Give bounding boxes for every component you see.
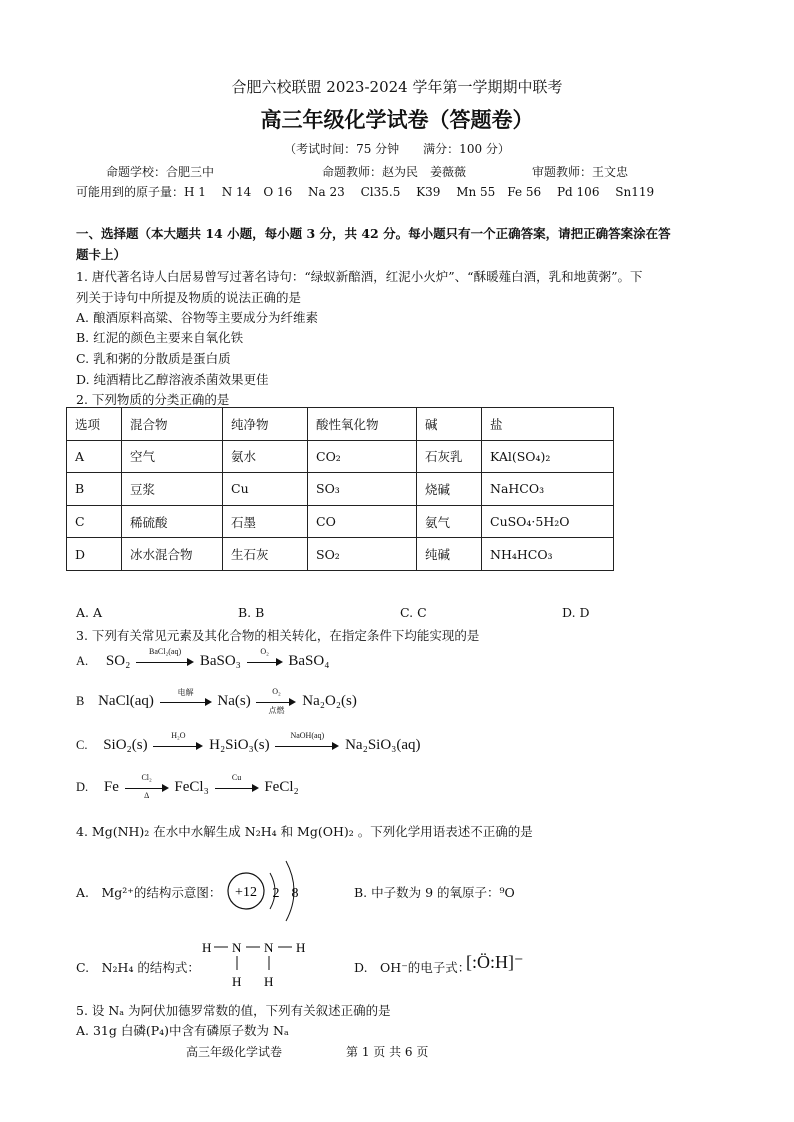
species: BaSO₄ (288, 653, 330, 669)
species: BaSO₃ (199, 653, 241, 669)
table-cell: CO (308, 505, 417, 538)
table-cell: 冰水混合物 (122, 538, 223, 571)
header-cell: 盐 (482, 408, 614, 441)
q3-option-d (76, 772, 299, 800)
reviewer: 审题教师：王文忠 (532, 165, 629, 179)
arrow-condition: Cu (231, 772, 242, 782)
q5-stem: 5. 设 Nₐ 为阿伏加德罗常数的值，下列有关叙述正确的是 (76, 1003, 391, 1018)
q2-option-a: A. A (76, 605, 103, 620)
shell2-count: 8 (291, 886, 299, 901)
table-cell: 氨水 (223, 440, 308, 473)
table-cell: SO₃ (308, 473, 417, 506)
reaction-arrow (136, 646, 194, 667)
table-cell: 纯碱 (417, 538, 482, 571)
shell1-count: 2 (272, 886, 280, 901)
q3-option-c (76, 730, 421, 754)
table-header-row (67, 408, 614, 441)
section-title-cont: 题卡上） (76, 247, 127, 262)
mg-ion-structure-diagram (224, 855, 308, 927)
table-cell: B (67, 473, 122, 506)
header-cell: 纯净物 (223, 408, 308, 441)
arrow-condition: O₂ (260, 646, 269, 656)
arrow-condition: BaCl₂(aq) (149, 646, 182, 656)
arrow-condition: Δ (144, 790, 150, 800)
table-cell: CO₂ (308, 440, 417, 473)
reaction-arrow (153, 730, 203, 751)
species: Na₂SiO₃(aq) (345, 737, 421, 753)
exam-header: 合肥六校联盟 2023-2024 学年第一学期期中联考 (231, 78, 563, 96)
atom: H (264, 974, 274, 989)
atom: H (232, 974, 242, 989)
option-label: D. (76, 780, 89, 794)
classification-table (66, 407, 614, 571)
header-cell: 酸性氧化物 (308, 408, 417, 441)
arrow-condition: Cl₂ (141, 772, 152, 782)
reaction-arrow (247, 646, 283, 667)
table-row (67, 538, 614, 571)
footer-title: 高三年级化学试卷 (186, 1045, 283, 1059)
table-cell: A (67, 440, 122, 473)
arrow-condition: H₂O (171, 730, 186, 740)
q4-option-b: B. 中子数为 9 的氧原子：⁹O (354, 885, 515, 900)
species: SiO₂(s) (103, 737, 148, 753)
reaction-arrow (275, 730, 339, 751)
species: NaCl(aq) (98, 693, 154, 709)
time-score: （考试时间：75 分钟 满分：100 分） (284, 142, 510, 156)
q1-option-c: C. 乳和粥的分散质是蛋白质 (76, 351, 231, 366)
q2-option-d: D. D (562, 605, 590, 620)
table-row (67, 440, 614, 473)
arrow-condition: O₂ (272, 686, 281, 696)
atom: N (264, 940, 274, 955)
q4-option-a: A. Mg²⁺的结构示意图： (76, 885, 222, 900)
option-label: C. (76, 738, 88, 752)
table-cell: 生石灰 (223, 538, 308, 571)
species: Fe (103, 779, 119, 795)
table-cell: 空气 (122, 440, 223, 473)
table-cell: KAl(SO₄)₂ (482, 440, 614, 473)
q1-option-d: D. 纯酒精比乙醇溶液杀菌效果更佳 (76, 372, 269, 387)
table-cell: C (67, 505, 122, 538)
q1-option-a: A. 酿酒原料高粱、谷物等主要成分为纤维素 (76, 310, 318, 325)
table-cell: 石墨 (223, 505, 308, 538)
header-cell: 选项 (67, 408, 122, 441)
table-cell: 烧碱 (417, 473, 482, 506)
reaction-arrow (215, 772, 259, 793)
species: FeCl₃ (174, 779, 209, 795)
header-cell: 混合物 (122, 408, 223, 441)
table-cell: NH₄HCO₃ (482, 538, 614, 571)
page-number: 第 1 页 共 6 页 (346, 1045, 429, 1059)
q3-option-b (76, 686, 357, 715)
q4-option-c: C. N₂H₄ 的结构式： (76, 960, 200, 975)
species: Na(s) (217, 693, 251, 709)
q4-stem: 4. Mg(NH)₂ 在水中水解生成 N₂H₄ 和 Mg(OH)₂ 。下列化学用语表述不正确的是 (76, 824, 533, 839)
arrow-condition: NaOH(aq) (290, 730, 325, 740)
q1-stem: 1. 唐代著名诗人白居易曾写过著名诗句：“绿蚁新醅酒，红泥小火炉”、“酥暖薤白酒，乳和地黄粥”。下 (76, 269, 643, 284)
school: 命题学校：合肥三中 (106, 165, 215, 179)
q4-option-d: D. OH⁻的电子式： (354, 960, 471, 975)
table-cell: CuSO₄·5H₂O (482, 505, 614, 538)
option-label: B (76, 694, 85, 708)
table-cell: 稀硫酸 (122, 505, 223, 538)
species: FeCl₂ (264, 779, 299, 795)
arrow-condition: 电解 (177, 687, 194, 697)
q2-stem: 2. 下列物质的分类正确的是 (76, 392, 230, 407)
option-label: A. (76, 654, 89, 668)
table-cell: 豆浆 (122, 473, 223, 506)
q1-stem-cont: 列关于诗句中所提及物质的说法正确的是 (76, 290, 302, 305)
q2-option-b: B. B (238, 605, 265, 620)
arrow-condition: 点燃 (268, 705, 285, 715)
reaction-arrow (256, 686, 296, 715)
atom: H (202, 940, 212, 955)
reaction-arrow (125, 772, 169, 800)
table-cell: SO₂ (308, 538, 417, 571)
table-row (67, 473, 614, 506)
table-cell: D (67, 538, 122, 571)
oh-electron-formula: [:Ö:H]⁻ (466, 952, 524, 972)
q3-stem: 3. 下列有关常见元素及其化合物的相关转化，在指定条件下均能实现的是 (76, 628, 480, 643)
page-title: 高三年级化学试卷（答题卷） (260, 107, 534, 132)
atomic-masses: 可能用到的原子量：H 1 N 14 O 16 Na 23 Cl35.5 K39 Mn 55 Fe 56 Pd 106 Sn119 (76, 185, 655, 199)
table-cell: Cu (223, 473, 308, 506)
species: Na₂O₂(s) (302, 693, 357, 709)
q2-option-c: C. C (400, 605, 427, 620)
q1-option-b: B. 红泥的颜色主要来自氧化铁 (76, 330, 244, 345)
section-title: 一、选择题（本大题共 14 小题，每小题 3 分，共 42 分。每小题只有一个正确答案，请把正确答案涂在答 (76, 226, 671, 241)
table-row (67, 505, 614, 538)
nucleus-charge: +12 (235, 885, 257, 900)
table-cell: NaHCO₃ (482, 473, 614, 506)
table-cell: 石灰乳 (417, 440, 482, 473)
species: SO₂ (105, 653, 131, 669)
reaction-arrow (160, 687, 212, 707)
q5-option-a: A. 31g 白磷(P₄)中含有磷原子数为 Nₐ (76, 1023, 289, 1038)
teacher: 命题教师：赵为民 姜薇薇 (322, 165, 467, 179)
n2h4-structural-formula (196, 936, 316, 992)
table-cell: 氨气 (417, 505, 482, 538)
atom: H (296, 940, 306, 955)
atom: N (232, 940, 242, 955)
header-cell: 碱 (417, 408, 482, 441)
species: H₂SiO₃(s) (209, 737, 270, 753)
q3-option-a (76, 646, 330, 670)
